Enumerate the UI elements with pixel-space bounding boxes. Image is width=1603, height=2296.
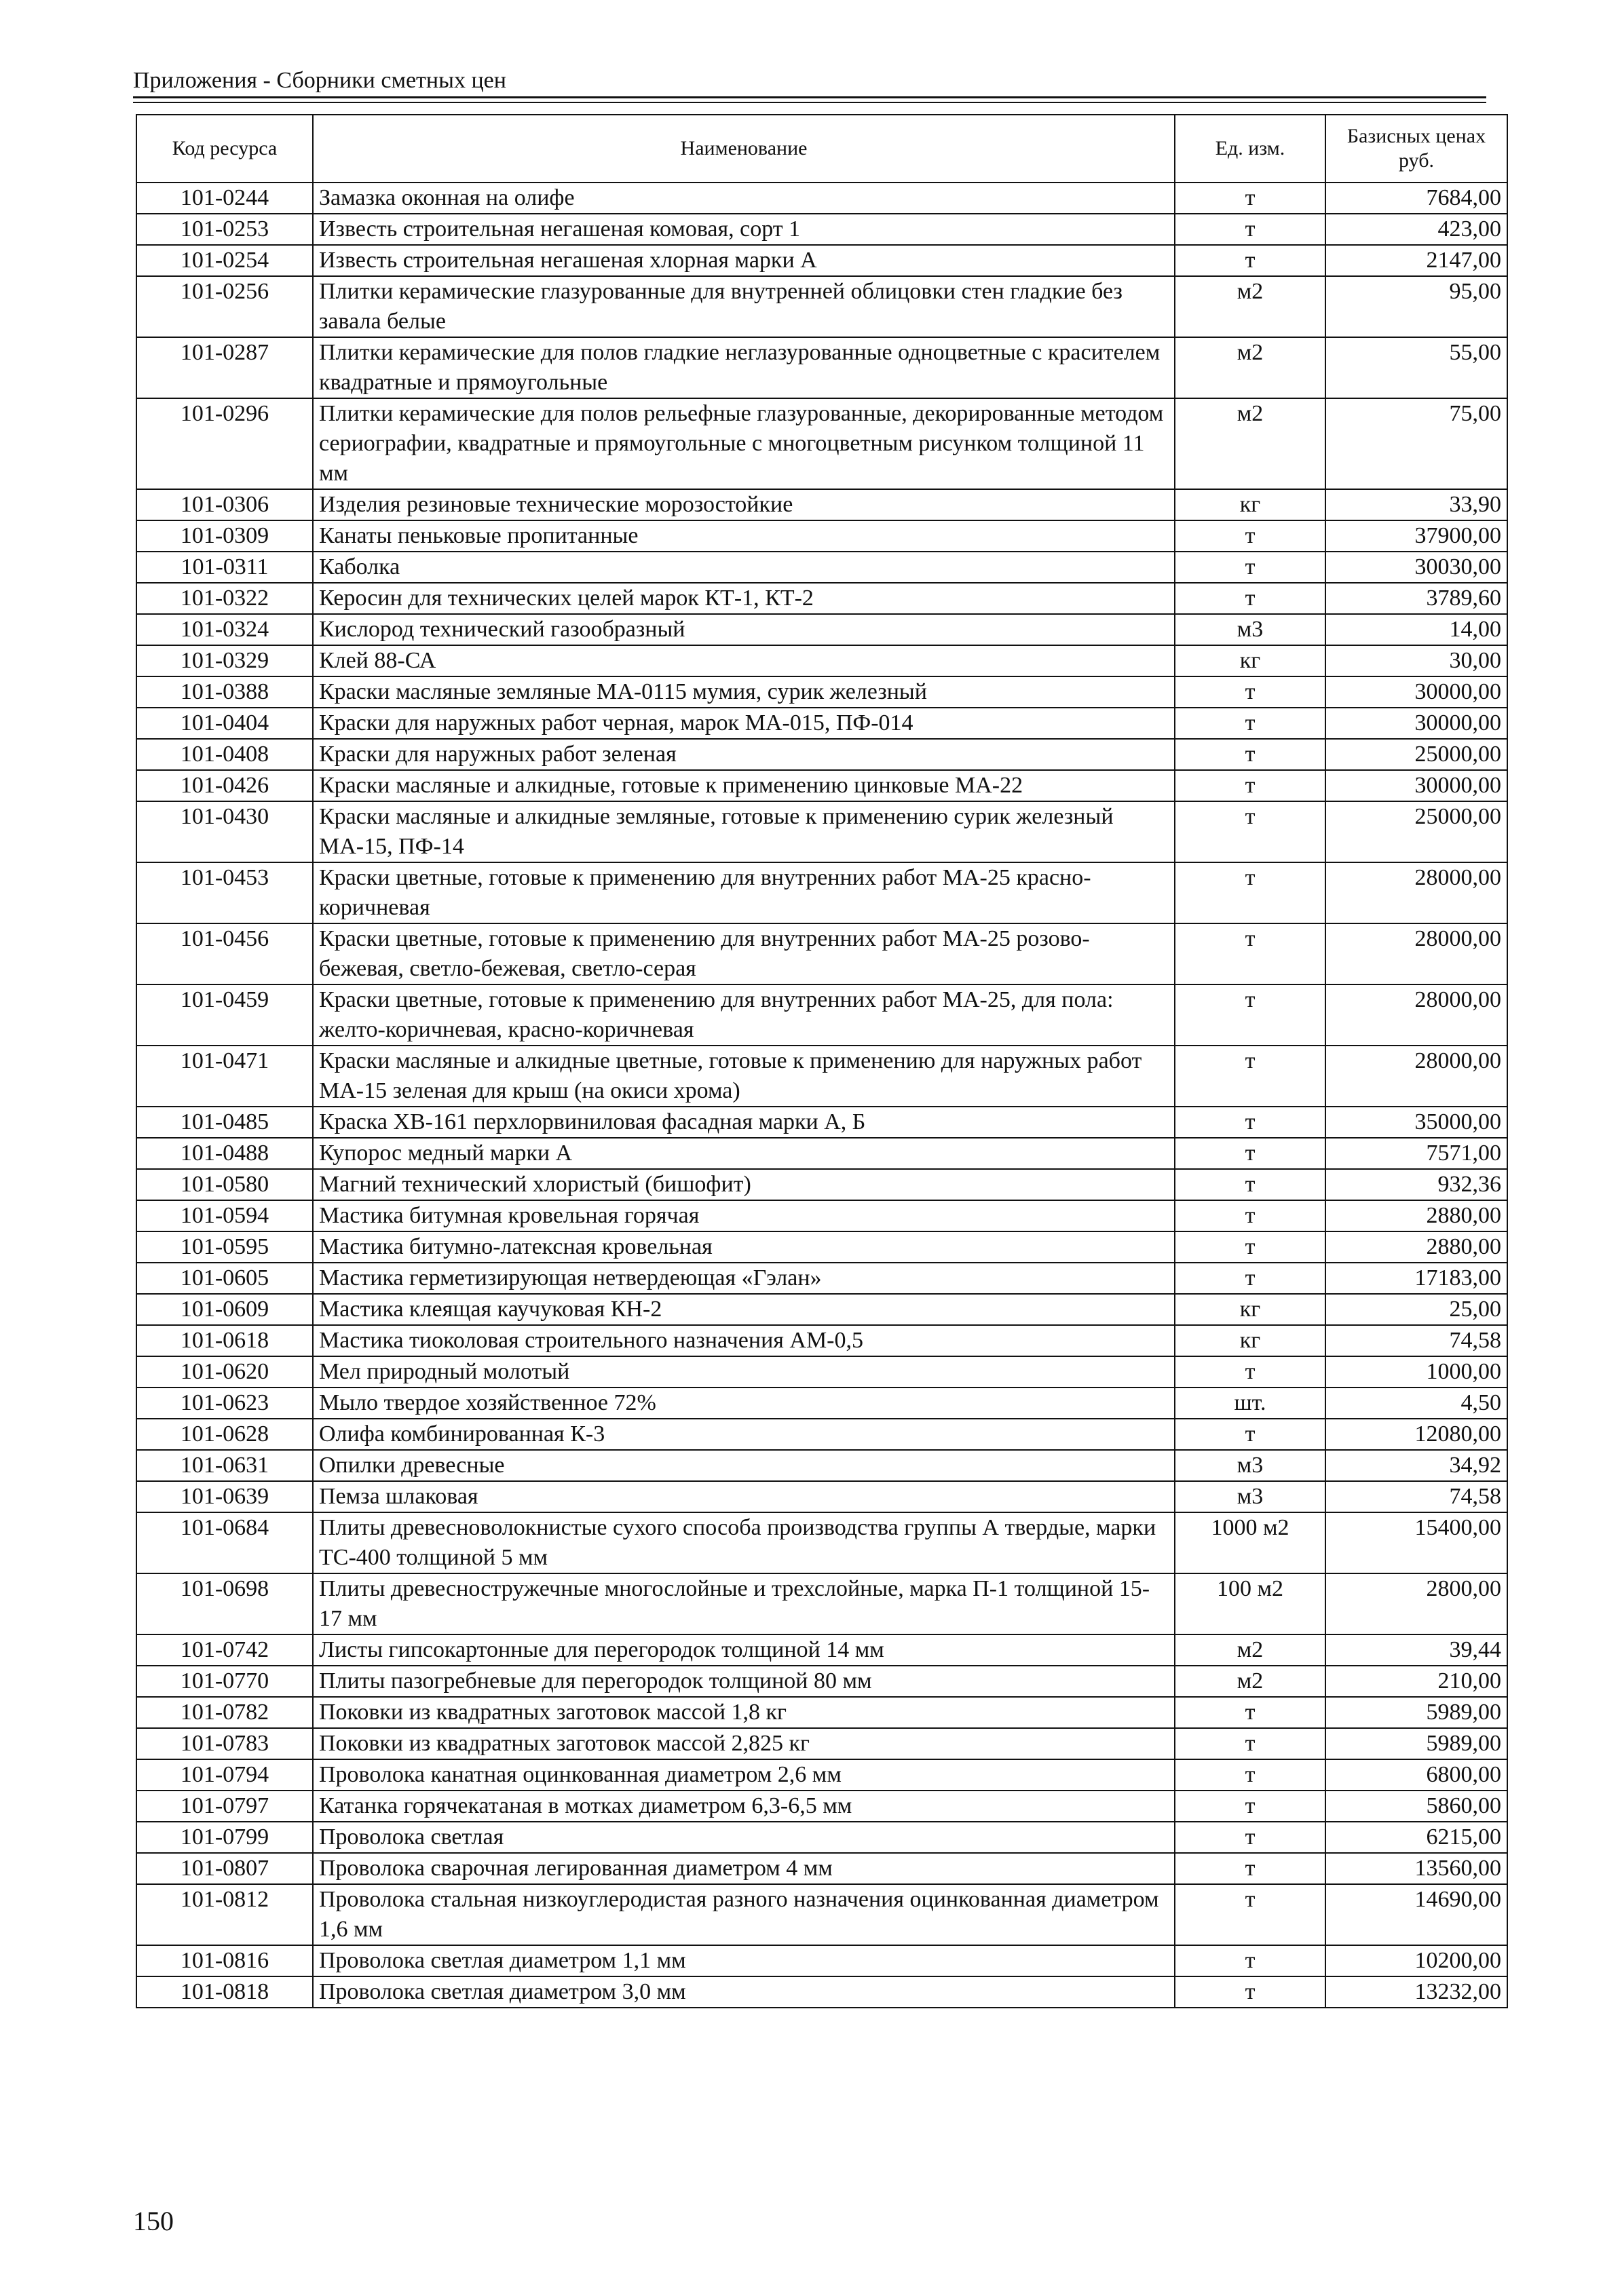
table-row — [136, 1884, 1507, 1945]
unit-cell: т — [1175, 1138, 1325, 1169]
resource-code-cell: 101-0404 — [136, 708, 313, 739]
table-row — [136, 1388, 1507, 1419]
resource-code-cell: 101-0742 — [136, 1634, 313, 1666]
resource-name-cell: Листы гипсокартонные для перегородок толщиной 14 мм — [313, 1634, 1175, 1666]
unit-cell: т — [1175, 1231, 1325, 1263]
resource-code-cell: 101-0329 — [136, 645, 313, 676]
unit-cell: кг — [1175, 1325, 1325, 1356]
table-row — [136, 1138, 1507, 1169]
table-row — [136, 1325, 1507, 1356]
table-row — [136, 1728, 1507, 1759]
resource-code-cell: 101-0594 — [136, 1200, 313, 1231]
resource-code-cell: 101-0408 — [136, 739, 313, 770]
resource-code-cell: 101-0639 — [136, 1481, 313, 1512]
unit-cell: т — [1175, 1976, 1325, 2008]
resource-code-cell: 101-0322 — [136, 583, 313, 614]
resource-name-cell: Проволока канатная оцинкованная диаметром 2,6 мм — [313, 1759, 1175, 1791]
table-row — [136, 1573, 1507, 1634]
price-cell: 5989,00 — [1325, 1697, 1507, 1728]
resource-name-cell: Олифа комбинированная К-3 — [313, 1419, 1175, 1450]
page-number: 150 — [133, 2206, 174, 2236]
resource-name-cell: Магний технический хлористый (бишофит) — [313, 1169, 1175, 1200]
unit-cell: 1000 м2 — [1175, 1512, 1325, 1573]
table-row — [136, 1666, 1507, 1697]
resource-code-cell: 101-0306 — [136, 489, 313, 520]
unit-cell: т — [1175, 739, 1325, 770]
price-cell: 28000,00 — [1325, 862, 1507, 923]
resource-name-cell: Замазка оконная на олифе — [313, 183, 1175, 214]
resource-name-cell: Проволока стальная низкоуглеродистая разного назначения оцинкованная диаметром 1,6 мм — [313, 1884, 1175, 1945]
resource-name-cell: Плитки керамические глазурованные для внутренней облицовки стен гладкие без завала белые — [313, 276, 1175, 337]
unit-cell: т — [1175, 520, 1325, 552]
price-cell: 39,44 — [1325, 1634, 1507, 1666]
unit-cell: т — [1175, 1728, 1325, 1759]
resource-name-cell: Краски для наружных работ зеленая — [313, 739, 1175, 770]
resource-code-cell: 101-0631 — [136, 1450, 313, 1481]
unit-cell: 100 м2 — [1175, 1573, 1325, 1634]
unit-cell: т — [1175, 1759, 1325, 1791]
unit-cell: м2 — [1175, 398, 1325, 489]
resource-code-cell: 101-0488 — [136, 1138, 313, 1169]
resource-name-cell: Мастика битумная кровельная горячая — [313, 1200, 1175, 1231]
table-row — [136, 1822, 1507, 1853]
unit-cell: м3 — [1175, 1481, 1325, 1512]
price-cell: 2147,00 — [1325, 245, 1507, 276]
table-row — [136, 1945, 1507, 1976]
resource-code-cell: 101-0456 — [136, 923, 313, 984]
table-row — [136, 1231, 1507, 1263]
price-cell: 25000,00 — [1325, 739, 1507, 770]
resource-name-cell: Плиты пазогребневые для перегородок толщиной 80 мм — [313, 1666, 1175, 1697]
price-cell: 30000,00 — [1325, 708, 1507, 739]
price-cell: 28000,00 — [1325, 923, 1507, 984]
table-row — [136, 1200, 1507, 1231]
unit-cell: т — [1175, 801, 1325, 862]
table-row — [136, 552, 1507, 583]
resource-code-cell: 101-0620 — [136, 1356, 313, 1388]
table-row — [136, 1356, 1507, 1388]
resource-name-cell: Краски масляные и алкидные земляные, готовые к применению сурик железный МА-15, ПФ-14 — [313, 801, 1175, 862]
table-row — [136, 1481, 1507, 1512]
table-row — [136, 614, 1507, 645]
column-header-unit: Ед. изм. — [1175, 115, 1325, 183]
unit-cell: т — [1175, 923, 1325, 984]
table-row — [136, 583, 1507, 614]
resource-name-cell: Краски цветные, готовые к применению для внутренних работ МА-25 красно-коричневая — [313, 862, 1175, 923]
price-cell: 30,00 — [1325, 645, 1507, 676]
unit-cell: т — [1175, 552, 1325, 583]
table-row — [136, 1976, 1507, 2008]
table-row — [136, 1169, 1507, 1200]
resource-name-cell: Проволока светлая диаметром 1,1 мм — [313, 1945, 1175, 1976]
price-cell: 25000,00 — [1325, 801, 1507, 862]
resource-code-cell: 101-0797 — [136, 1791, 313, 1822]
resource-name-cell: Канаты пеньковые пропитанные — [313, 520, 1175, 552]
table-row — [136, 923, 1507, 984]
resource-code-cell: 101-0254 — [136, 245, 313, 276]
unit-cell: т — [1175, 1356, 1325, 1388]
price-cell: 2880,00 — [1325, 1200, 1507, 1231]
table-row — [136, 276, 1507, 337]
unit-cell: м2 — [1175, 337, 1325, 398]
price-cell: 75,00 — [1325, 398, 1507, 489]
resource-code-cell: 101-0618 — [136, 1325, 313, 1356]
price-cell: 30000,00 — [1325, 770, 1507, 801]
resource-name-cell: Мел природный молотый — [313, 1356, 1175, 1388]
price-cell: 210,00 — [1325, 1666, 1507, 1697]
resource-name-cell: Поковки из квадратных заготовок массой 2,825 кг — [313, 1728, 1175, 1759]
unit-cell: т — [1175, 676, 1325, 708]
resource-name-cell: Каболка — [313, 552, 1175, 583]
header-rule-thick — [133, 96, 1486, 98]
resource-name-cell: Керосин для технических целей марок КТ-1, КТ-2 — [313, 583, 1175, 614]
unit-cell: т — [1175, 1169, 1325, 1200]
resource-code-cell: 101-0770 — [136, 1666, 313, 1697]
table-row — [136, 1046, 1507, 1107]
resource-code-cell: 101-0818 — [136, 1976, 313, 2008]
resource-name-cell: Проволока сварочная легированная диаметром 4 мм — [313, 1853, 1175, 1884]
price-cell: 423,00 — [1325, 214, 1507, 245]
resource-code-cell: 101-0287 — [136, 337, 313, 398]
unit-cell: м2 — [1175, 1666, 1325, 1697]
resource-name-cell: Плитки керамические для полов рельефные глазурованные, декорированные методом сериографии, квадратные и прямоугольные с многоцветным рисунком толщиной 11 мм — [313, 398, 1175, 489]
unit-cell: т — [1175, 770, 1325, 801]
price-cell: 74,58 — [1325, 1481, 1507, 1512]
table-row — [136, 739, 1507, 770]
price-cell: 15400,00 — [1325, 1512, 1507, 1573]
column-header-code: Код ресурса — [136, 115, 313, 183]
price-cell: 37900,00 — [1325, 520, 1507, 552]
price-cell: 13560,00 — [1325, 1853, 1507, 1884]
price-cell: 6800,00 — [1325, 1759, 1507, 1791]
resource-code-cell: 101-0244 — [136, 183, 313, 214]
resource-name-cell: Мастика тиоколовая строительного назначения АМ-0,5 — [313, 1325, 1175, 1356]
resource-name-cell: Катанка горячекатаная в мотках диаметром 6,3-6,5 мм — [313, 1791, 1175, 1822]
resource-code-cell: 101-0311 — [136, 552, 313, 583]
resource-name-cell: Краски масляные земляные МА-0115 мумия, сурик железный — [313, 676, 1175, 708]
price-cell: 3789,60 — [1325, 583, 1507, 614]
resource-name-cell: Плиты древесностружечные многослойные и трехслойные, марка П-1 толщиной 15-17 мм — [313, 1573, 1175, 1634]
column-header-name: Наименование — [313, 115, 1175, 183]
price-cell: 55,00 — [1325, 337, 1507, 398]
price-table — [136, 114, 1508, 2008]
price-cell: 12080,00 — [1325, 1419, 1507, 1450]
resource-code-cell: 101-0812 — [136, 1884, 313, 1945]
table-row — [136, 676, 1507, 708]
resource-code-cell: 101-0782 — [136, 1697, 313, 1728]
price-cell: 95,00 — [1325, 276, 1507, 337]
table-row — [136, 1263, 1507, 1294]
resource-name-cell: Опилки древесные — [313, 1450, 1175, 1481]
resource-name-cell: Мыло твердое хозяйственное 72% — [313, 1388, 1175, 1419]
table-row — [136, 1419, 1507, 1450]
table-row — [136, 1759, 1507, 1791]
unit-cell: м2 — [1175, 276, 1325, 337]
resource-name-cell: Проволока светлая диаметром 3,0 мм — [313, 1976, 1175, 2008]
table-row — [136, 520, 1507, 552]
resource-name-cell: Известь строительная негашеная комовая, сорт 1 — [313, 214, 1175, 245]
price-cell: 14690,00 — [1325, 1884, 1507, 1945]
resource-code-cell: 101-0799 — [136, 1822, 313, 1853]
resource-code-cell: 101-0471 — [136, 1046, 313, 1107]
resource-code-cell: 101-0459 — [136, 984, 313, 1046]
resource-code-cell: 101-0485 — [136, 1107, 313, 1138]
price-cell: 30030,00 — [1325, 552, 1507, 583]
table-row — [136, 214, 1507, 245]
resource-code-cell: 101-0580 — [136, 1169, 313, 1200]
resource-name-cell: Краски масляные и алкидные цветные, готовые к применению для наружных работ МА-15 зеленая для крыш (на окиси хрома) — [313, 1046, 1175, 1107]
unit-cell: т — [1175, 1884, 1325, 1945]
unit-cell: т — [1175, 1697, 1325, 1728]
price-cell: 13232,00 — [1325, 1976, 1507, 2008]
price-cell: 932,36 — [1325, 1169, 1507, 1200]
table-body — [136, 183, 1507, 2008]
unit-cell: т — [1175, 1419, 1325, 1450]
price-cell: 4,50 — [1325, 1388, 1507, 1419]
resource-code-cell: 101-0783 — [136, 1728, 313, 1759]
table-row — [136, 1512, 1507, 1573]
resource-name-cell: Клей 88-СА — [313, 645, 1175, 676]
table-row — [136, 1294, 1507, 1325]
resource-code-cell: 101-0324 — [136, 614, 313, 645]
table-row — [136, 398, 1507, 489]
price-cell: 5860,00 — [1325, 1791, 1507, 1822]
resource-name-cell: Краски масляные и алкидные, готовые к применению цинковые МА-22 — [313, 770, 1175, 801]
table-row — [136, 708, 1507, 739]
price-cell: 5989,00 — [1325, 1728, 1507, 1759]
price-cell: 74,58 — [1325, 1325, 1507, 1356]
unit-cell: кг — [1175, 645, 1325, 676]
price-cell: 17183,00 — [1325, 1263, 1507, 1294]
table-row — [136, 489, 1507, 520]
unit-cell: м3 — [1175, 614, 1325, 645]
resource-code-cell: 101-0816 — [136, 1945, 313, 1976]
resource-name-cell: Кислород технический газообразный — [313, 614, 1175, 645]
resource-name-cell: Известь строительная негашеная хлорная марки А — [313, 245, 1175, 276]
resource-name-cell: Мастика клеящая каучуковая КН-2 — [313, 1294, 1175, 1325]
price-cell: 28000,00 — [1325, 1046, 1507, 1107]
price-cell: 28000,00 — [1325, 984, 1507, 1046]
resource-name-cell: Краски цветные, готовые к применению для внутренних работ МА-25 розово-бежевая, светло-бежевая, светло-серая — [313, 923, 1175, 984]
unit-cell: т — [1175, 214, 1325, 245]
unit-cell: т — [1175, 984, 1325, 1046]
table-row — [136, 183, 1507, 214]
unit-cell: кг — [1175, 1294, 1325, 1325]
table-row — [136, 1450, 1507, 1481]
resource-code-cell: 101-0296 — [136, 398, 313, 489]
resource-name-cell: Краски цветные, готовые к применению для внутренних работ МА-25, для пола: желто-коричневая, красно-коричневая — [313, 984, 1175, 1046]
table-row — [136, 1697, 1507, 1728]
price-cell: 25,00 — [1325, 1294, 1507, 1325]
resource-code-cell: 101-0623 — [136, 1388, 313, 1419]
unit-cell: кг — [1175, 489, 1325, 520]
resource-name-cell: Мастика битумно-латексная кровельная — [313, 1231, 1175, 1263]
page-header: Приложения - Сборники сметных цен — [133, 68, 506, 93]
header-rule-thin — [133, 102, 1486, 103]
table-row — [136, 1107, 1507, 1138]
column-header-price: Базисных ценах руб. — [1325, 115, 1507, 183]
price-cell: 2800,00 — [1325, 1573, 1507, 1634]
price-cell: 7571,00 — [1325, 1138, 1507, 1169]
resource-code-cell: 101-0595 — [136, 1231, 313, 1263]
resource-name-cell: Плиты древесноволокнистые сухого способа производства группы А твердые, марки ТС-400 толщиной 5 мм — [313, 1512, 1175, 1573]
unit-cell: т — [1175, 1853, 1325, 1884]
table-header-row — [136, 115, 1507, 183]
resource-code-cell: 101-0794 — [136, 1759, 313, 1791]
price-cell: 7684,00 — [1325, 183, 1507, 214]
resource-code-cell: 101-0253 — [136, 214, 313, 245]
unit-cell: т — [1175, 583, 1325, 614]
unit-cell: т — [1175, 245, 1325, 276]
unit-cell: шт. — [1175, 1388, 1325, 1419]
unit-cell: т — [1175, 862, 1325, 923]
price-cell: 30000,00 — [1325, 676, 1507, 708]
resource-name-cell: Мастика герметизирующая нетвердеющая «Гэлан» — [313, 1263, 1175, 1294]
resource-name-cell: Плитки керамические для полов гладкие неглазурованные одноцветные с красителем квадратные и прямоугольные — [313, 337, 1175, 398]
unit-cell: т — [1175, 1046, 1325, 1107]
resource-code-cell: 101-0388 — [136, 676, 313, 708]
unit-cell: т — [1175, 1945, 1325, 1976]
resource-code-cell: 101-0256 — [136, 276, 313, 337]
table-row — [136, 245, 1507, 276]
unit-cell: т — [1175, 708, 1325, 739]
resource-name-cell: Изделия резиновые технические морозостойкие — [313, 489, 1175, 520]
unit-cell: т — [1175, 1822, 1325, 1853]
unit-cell: т — [1175, 1263, 1325, 1294]
price-cell: 33,90 — [1325, 489, 1507, 520]
price-cell: 14,00 — [1325, 614, 1507, 645]
price-cell: 1000,00 — [1325, 1356, 1507, 1388]
price-cell: 2880,00 — [1325, 1231, 1507, 1263]
unit-cell: м3 — [1175, 1450, 1325, 1481]
price-cell: 35000,00 — [1325, 1107, 1507, 1138]
resource-code-cell: 101-0453 — [136, 862, 313, 923]
resource-code-cell: 101-0309 — [136, 520, 313, 552]
resource-code-cell: 101-0628 — [136, 1419, 313, 1450]
resource-name-cell: Поковки из квадратных заготовок массой 1,8 кг — [313, 1697, 1175, 1728]
price-cell: 10200,00 — [1325, 1945, 1507, 1976]
unit-cell: т — [1175, 1791, 1325, 1822]
resource-name-cell: Краска ХВ-161 перхлорвиниловая фасадная марки А, Б — [313, 1107, 1175, 1138]
table-row — [136, 862, 1507, 923]
unit-cell: т — [1175, 183, 1325, 214]
resource-code-cell: 101-0426 — [136, 770, 313, 801]
resource-name-cell: Краски для наружных работ черная, марок МА-015, ПФ-014 — [313, 708, 1175, 739]
table-row — [136, 1853, 1507, 1884]
table-row — [136, 801, 1507, 862]
table-row — [136, 337, 1507, 398]
table-row — [136, 1791, 1507, 1822]
resource-code-cell: 101-0605 — [136, 1263, 313, 1294]
table-row — [136, 770, 1507, 801]
table-row — [136, 645, 1507, 676]
price-cell: 34,92 — [1325, 1450, 1507, 1481]
resource-name-cell: Проволока светлая — [313, 1822, 1175, 1853]
resource-name-cell: Пемза шлаковая — [313, 1481, 1175, 1512]
resource-code-cell: 101-0684 — [136, 1512, 313, 1573]
resource-code-cell: 101-0807 — [136, 1853, 313, 1884]
resource-code-cell: 101-0430 — [136, 801, 313, 862]
unit-cell: т — [1175, 1107, 1325, 1138]
table-row — [136, 984, 1507, 1046]
price-cell: 6215,00 — [1325, 1822, 1507, 1853]
table-row — [136, 1634, 1507, 1666]
resource-code-cell: 101-0609 — [136, 1294, 313, 1325]
resource-name-cell: Купорос медный марки А — [313, 1138, 1175, 1169]
unit-cell: т — [1175, 1200, 1325, 1231]
resource-code-cell: 101-0698 — [136, 1573, 313, 1634]
unit-cell: м2 — [1175, 1634, 1325, 1666]
